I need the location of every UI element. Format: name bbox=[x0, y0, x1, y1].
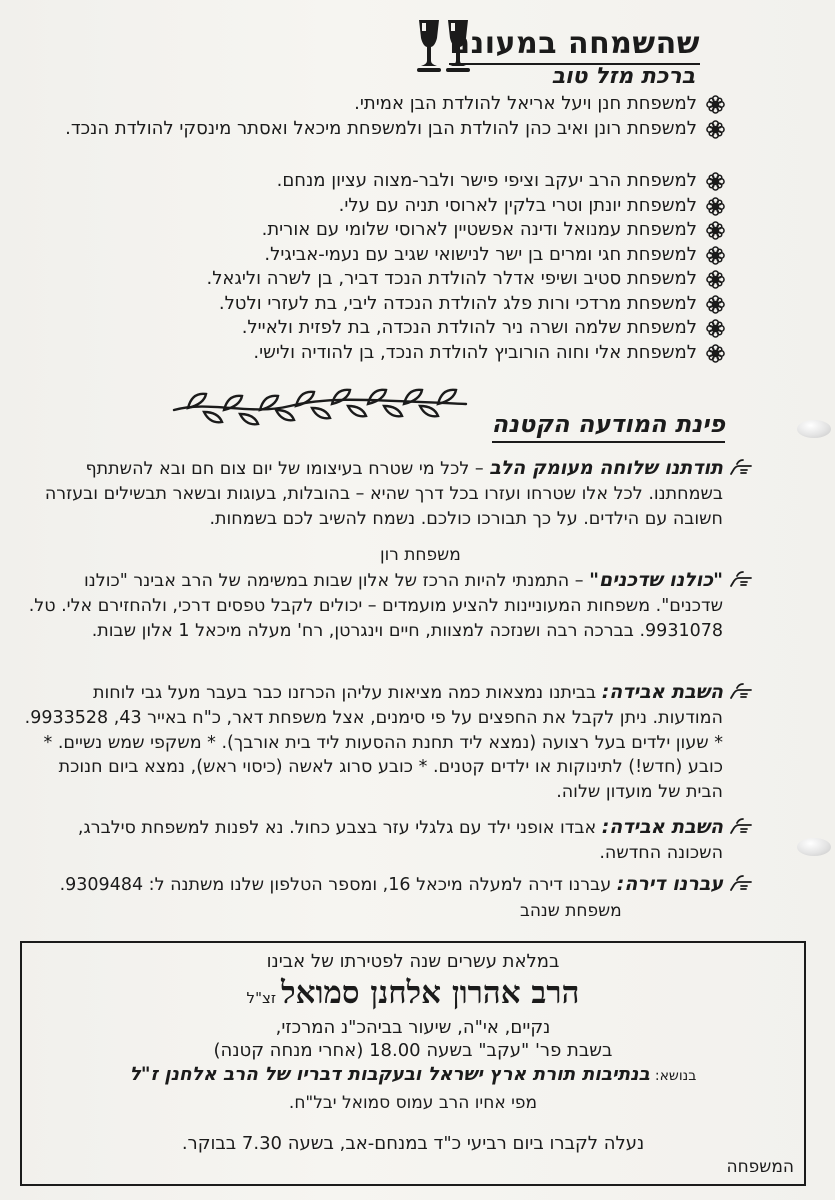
greeting-text: למשפחת הרב יעקב וציפי פישר ולבר-מצוה עציון מנחם. bbox=[276, 170, 697, 191]
memorial-honorific: זצ"ל bbox=[246, 989, 277, 1007]
pointing-hand-icon bbox=[729, 570, 753, 590]
memorial-topic-row bbox=[22, 1064, 804, 1085]
list-item bbox=[110, 194, 727, 219]
flower-bullet-icon bbox=[706, 197, 725, 216]
list-item bbox=[110, 267, 727, 292]
notice-signature: משפחת רון bbox=[380, 545, 461, 565]
notice-signature: משפחת שנהב bbox=[520, 901, 622, 921]
notice-lost-found-2 bbox=[20, 815, 723, 866]
list-item bbox=[18, 117, 727, 142]
greeting-text: למשפחת רונן ואיב כהן להולדת הבן ולמשפחת מיכאל ואסתר מינסקי להולדת הנכד. bbox=[65, 117, 697, 139]
list-item bbox=[110, 218, 727, 243]
pointing-hand-icon bbox=[729, 458, 753, 478]
memorial-topic: בנתיבות תורת ארץ ישראל ובעקבות דבריו של הרב אלחנן ז"ל bbox=[129, 1064, 650, 1085]
section-title-celebrations: שהשמחה במעונם bbox=[449, 26, 700, 65]
binder-hole bbox=[797, 420, 831, 438]
notice-body: עברנו דירה למעלה מיכאל 16, ומספר הטלפון שלנו משתנה ל: 9309484. bbox=[59, 875, 617, 895]
notice-body: בביתנו נמצאות כמה מציאות עליהן הכרזנו כבר בעבר מעל גבי לוחות המודעות. ניתן לקבל את החפצים על פי סימנים, אצל משפחת דאר, כ"ח באייר 43, 9933528. * שעון ילדים בעל רצועה (נמצא ליד תחנת ההסעות ליד בית אורבך). * משקפי שמש נשיים. * כובע (חדש!) לתינוקות או ילדים קטנים. * כובע סרוג לאשה (כיסוי ראש), נמצא ביום חנוכת הבית של מועדון שלוה. bbox=[24, 683, 723, 803]
list-item bbox=[18, 92, 727, 117]
notice-heading: עברנו דירה: bbox=[616, 873, 723, 895]
flower-bullet-icon bbox=[706, 270, 725, 289]
flower-bullet-icon bbox=[706, 120, 725, 139]
memorial-grave-visit: נעלה לקברו ביום רביעי כ"ד במנחם-אב, בשעה 7.30 בבוקר. bbox=[181, 1133, 645, 1154]
greeting-text: למשפחת מרדכי ורות פלג להולדת הנכדה ליבי, בת לעזרי ולטל. bbox=[218, 292, 697, 314]
greeting-text: למשפחת אלי וחוה הורוביץ להולדת הנכד, בן להודיה ולישי. bbox=[253, 341, 697, 363]
greetings-list-bottom bbox=[110, 169, 727, 365]
flower-bullet-icon bbox=[706, 319, 725, 338]
notice-heading: השבת אבידה: bbox=[601, 816, 723, 838]
pointing-hand-icon bbox=[729, 874, 753, 894]
binder-hole bbox=[797, 838, 831, 856]
greeting-text: למשפחת שלמה ושרה ניר להולדת הנכדה, בת לפזית ולאייל. bbox=[241, 317, 697, 338]
flower-bullet-icon bbox=[706, 295, 725, 314]
flower-bullet-icon bbox=[706, 344, 725, 363]
memorial-name-row bbox=[22, 975, 804, 1011]
notice-thanks bbox=[20, 456, 723, 531]
memorial-announcement-box bbox=[20, 941, 806, 1186]
memorial-event-time: בשבת פר' "עקב" בשעה 18.00 (אחרי מנחה קטנה) bbox=[213, 1040, 613, 1061]
flower-bullet-icon bbox=[706, 221, 725, 240]
memorial-intro: במלאת עשרים שנה לפטירתו של אבינו bbox=[266, 951, 560, 972]
memorial-topic-prefix: בנושא: bbox=[654, 1068, 697, 1084]
flower-bullet-icon bbox=[706, 95, 725, 114]
greeting-text: למשפחת עמנואל ודינה אפשטיין לארוסי שלומי עם אורית. bbox=[261, 219, 697, 240]
section-subtitle-mazal-tov: ברכת מזל טוב bbox=[551, 64, 695, 89]
memorial-event-place: נקיים, אי"ה, שיעור בביהכ"נ המרכזי, bbox=[275, 1017, 551, 1038]
notice-body: – התמנתי להיות הרכז של אלון שבות במשימה של הרב אבינר "כולנו שדכנים". משפחות המעוניינות להציע מועמדים – יכולים לקבל טפסים דרכי, ולהחזירם אלי. טל. 9931078. בברכה רבה ושנזכה למצוות, חיים וינגרטן, רח' מעלה מיכאל 1 אלון שבות. bbox=[28, 571, 723, 641]
list-item bbox=[110, 316, 727, 341]
list-item bbox=[110, 341, 727, 366]
list-item bbox=[110, 243, 727, 268]
memorial-name: הרב אהרון אלחנן סמואל bbox=[281, 975, 580, 1011]
vine-ornament-icon bbox=[170, 386, 470, 428]
list-item bbox=[110, 169, 727, 194]
notice-lost-found-1 bbox=[20, 680, 723, 805]
greeting-text: למשפחת חגי ומרים בן ישר לנישואי שגיב עם נעמי-אביגיל. bbox=[264, 243, 697, 265]
pointing-hand-icon bbox=[729, 817, 753, 837]
greetings-list-top bbox=[18, 92, 727, 141]
notice-body: – לכל מי שטרח בעיצומו של יום צום חם ובא להשתתף בשמחתנו. לכל אלו שטרחו ועזרו בכל דרך שהיא – בהובלות, בעוגות ובשאר תבשילים ובעזרה חשובה עם הילדים. על כך תבורכו כולכם. נשמח להשיב לכם בשמחות. bbox=[44, 459, 723, 529]
greeting-text: למשפחת חנן ויעל אריאל להולדת הבן אמיתי. bbox=[354, 93, 697, 114]
section-title-small-ads: פינת המודעה הקטנה bbox=[492, 409, 725, 443]
notice-moved bbox=[20, 872, 723, 898]
pointing-hand-icon bbox=[729, 682, 753, 702]
notice-matchmakers bbox=[20, 568, 723, 643]
memorial-speaker: מפי אחיו הרב עמוס סמואל יבל"ח. bbox=[288, 1093, 538, 1113]
memorial-signature: המשפחה bbox=[726, 1157, 794, 1177]
flower-bullet-icon bbox=[706, 172, 725, 191]
notice-body: אבדו אופני ילד עם גלגלי עזר בצבע כחול. נא לפנות למשפחת סילברג, השכונה החדשה. bbox=[77, 818, 723, 863]
notice-heading: "כולנו שדכנים" bbox=[589, 569, 723, 591]
flower-bullet-icon bbox=[706, 246, 725, 265]
list-item bbox=[110, 292, 727, 317]
greeting-text: למשפחת סטיב ושיפי אדלר להולדת הנכד דביר, בן לשרה וליגאל. bbox=[206, 268, 697, 289]
greeting-text: למשפחת יונתן וטרי בלקין לארוסי תניה עם עלי. bbox=[338, 194, 697, 216]
notice-heading: השבת אבידה: bbox=[601, 681, 723, 703]
notice-heading: תודתנו שלוחה מעומק הלב bbox=[489, 457, 723, 479]
